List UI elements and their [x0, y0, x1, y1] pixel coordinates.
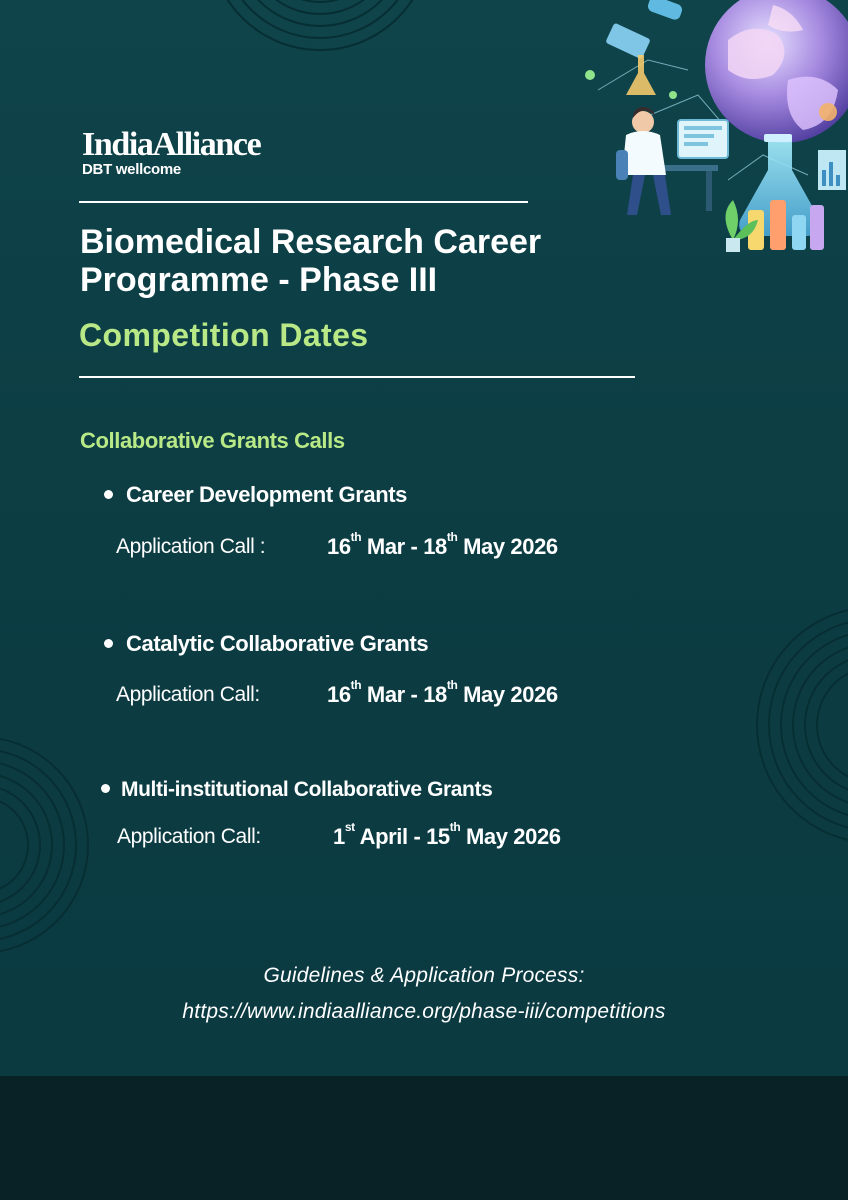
footer-band	[0, 1076, 848, 1200]
application-dates	[327, 530, 558, 560]
start-day: 16	[327, 534, 351, 559]
bottom-divider	[79, 376, 635, 378]
logo-name: IndiaAlliance	[82, 126, 261, 163]
start-day: 16	[327, 682, 351, 707]
end-month-year: May 2026	[460, 824, 561, 849]
grant-name: Catalytic Collaborative Grants	[126, 631, 429, 656]
end-day-suffix: th	[446, 530, 458, 544]
right-arcs-decoration	[755, 600, 848, 850]
grant-name: Career Development Grants	[126, 482, 407, 507]
end-day: 18	[423, 534, 447, 559]
end-day: 15	[426, 824, 450, 849]
end-day-suffix: th	[446, 678, 458, 692]
end-month-year: May 2026	[457, 534, 558, 559]
page-subtitle: Competition Dates	[79, 317, 369, 353]
grant-title	[101, 778, 492, 802]
start-month: Mar -	[361, 534, 424, 559]
section-heading: Collaborative Grants Calls	[80, 428, 345, 453]
bullet-icon	[104, 639, 113, 648]
grant-title	[104, 631, 428, 657]
start-month: April -	[354, 824, 427, 849]
start-day-suffix: th	[350, 678, 362, 692]
guidelines-link[interactable]: https://www.indiaalliance.org/phase-iii/competitions	[182, 1000, 666, 1023]
application-dates	[333, 820, 561, 850]
left-arcs-decoration	[0, 730, 90, 960]
guidelines-label: Guidelines & Application Process:	[263, 964, 585, 987]
application-call-label: Application Call :	[116, 535, 266, 558]
top-arcs-decoration	[200, 0, 440, 55]
end-day: 18	[423, 682, 447, 707]
start-day: 1	[333, 824, 345, 849]
page-title: Biomedical Research Career Programme - Phase III	[80, 223, 542, 299]
end-month-year: May 2026	[457, 682, 558, 707]
logo-subtitle: DBT wellcome	[82, 161, 181, 178]
end-day-suffix: th	[449, 820, 461, 834]
bullet-icon	[104, 490, 113, 499]
start-day-suffix: th	[350, 530, 362, 544]
bullet-icon	[101, 784, 110, 793]
india-alliance-logo	[82, 128, 260, 178]
grant-name: Multi-institutional Collaborative Grants	[121, 778, 493, 801]
application-call-label: Application Call:	[116, 683, 260, 706]
top-divider	[79, 201, 528, 203]
start-day-suffix: st	[344, 820, 355, 834]
application-call-label: Application Call:	[117, 825, 261, 848]
start-month: Mar -	[361, 682, 424, 707]
grant-title	[104, 482, 407, 508]
application-dates	[327, 678, 558, 708]
